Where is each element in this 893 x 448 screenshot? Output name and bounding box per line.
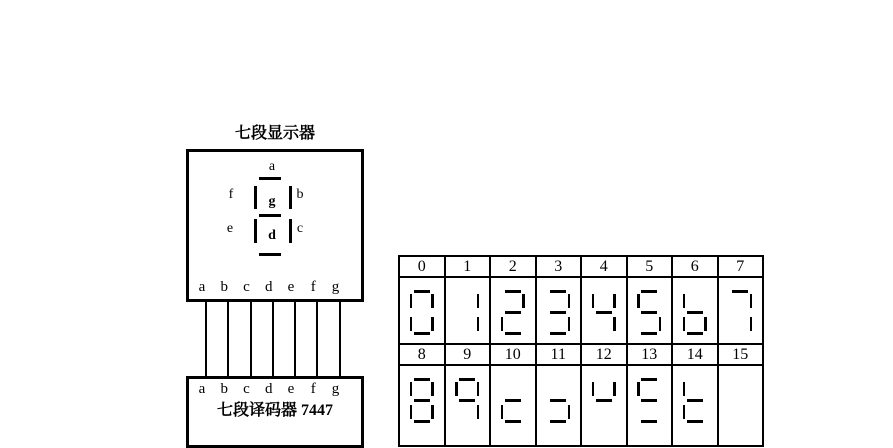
pattern-cell-6 xyxy=(673,278,717,343)
decoder-title: 七段译码器 7447 xyxy=(216,402,333,419)
segment-a xyxy=(414,290,430,293)
segment-d xyxy=(641,420,657,423)
pin-label-d: d xyxy=(265,279,273,295)
seven-segment-digit xyxy=(501,378,525,423)
table-header-cell-0: 0 xyxy=(400,257,444,276)
table-header-cell-10: 10 xyxy=(491,345,535,364)
pattern-cell-0 xyxy=(400,278,444,343)
segment-d xyxy=(550,332,566,335)
seven-segment-digit xyxy=(592,378,616,423)
wire xyxy=(227,302,229,376)
pin-label-g: g xyxy=(331,381,340,397)
pattern-cell-10 xyxy=(491,366,535,445)
segment-d xyxy=(505,332,521,335)
segment-label-b: b xyxy=(296,187,304,202)
pattern-table xyxy=(398,255,764,447)
pin-label-g: g xyxy=(331,279,340,295)
segment-d xyxy=(414,420,430,423)
decoder-pin-row xyxy=(189,380,361,400)
segment-f xyxy=(410,382,413,396)
seven-segment-digit xyxy=(637,290,661,335)
segment-diagram xyxy=(189,152,361,299)
segment-g xyxy=(596,399,612,402)
table-header-cell-9: 9 xyxy=(446,345,490,364)
pin-label-b: b xyxy=(220,381,228,397)
pattern-cell-13 xyxy=(628,366,672,445)
segment-label-e: e xyxy=(226,221,234,236)
seven-segment-digit xyxy=(683,378,707,423)
table-header-cell-11: 11 xyxy=(537,345,581,364)
segment-c xyxy=(431,405,434,419)
pin-label-c: c xyxy=(243,381,250,397)
segment-g xyxy=(687,399,703,402)
pin-label-c: c xyxy=(243,279,250,295)
segment-label-a: a xyxy=(268,159,276,174)
segment-e xyxy=(683,405,686,419)
segment-c xyxy=(568,317,571,331)
segment-d xyxy=(414,332,430,335)
seven-segment-digit xyxy=(501,290,525,335)
segment-label-c: c xyxy=(296,221,304,236)
pin-label-f: f xyxy=(310,381,316,397)
segment-c xyxy=(704,317,707,331)
segment-c xyxy=(431,317,434,331)
segment-f xyxy=(592,382,595,396)
pin-label-a: a xyxy=(198,279,206,295)
display-title: 七段显示器 xyxy=(234,125,315,142)
segment-d xyxy=(687,420,703,423)
display-pin-row xyxy=(189,278,361,298)
segment-d xyxy=(505,420,521,423)
segment-b xyxy=(568,294,571,308)
segment-b xyxy=(613,294,616,308)
segment-a-bar xyxy=(259,177,281,180)
segment-d xyxy=(550,420,566,423)
table-header-cell-12: 12 xyxy=(582,345,626,364)
table-header-cell-3: 3 xyxy=(537,257,581,276)
segment-e xyxy=(410,405,413,419)
pin-label-e: e xyxy=(287,279,295,295)
pattern-cell-9 xyxy=(446,366,490,445)
wire xyxy=(339,302,341,376)
pattern-cell-12 xyxy=(582,366,626,445)
wire xyxy=(316,302,318,376)
segment-f xyxy=(410,294,413,308)
segment-c xyxy=(477,405,480,419)
segment-g xyxy=(505,311,521,314)
segment-a xyxy=(641,290,657,293)
segment-e xyxy=(683,317,686,331)
segment-a xyxy=(641,378,657,381)
pin-label-e: e xyxy=(287,381,295,397)
segment-label-f: f xyxy=(228,187,234,202)
table-header-cell-15: 15 xyxy=(719,345,763,364)
segment-e-bar xyxy=(254,219,257,243)
segment-f xyxy=(592,294,595,308)
segment-b xyxy=(613,382,616,396)
segment-e xyxy=(410,317,413,331)
segment-g xyxy=(550,399,566,402)
segment-g xyxy=(414,399,430,402)
segment-a xyxy=(414,378,430,381)
pattern-cell-11 xyxy=(537,366,581,445)
pattern-cell-3 xyxy=(537,278,581,343)
decoder-box xyxy=(186,376,364,448)
pin-label-b: b xyxy=(220,279,228,295)
seven-segment-digit xyxy=(546,378,570,423)
pattern-cell-8 xyxy=(400,366,444,445)
seven-segment-digit xyxy=(592,290,616,335)
segment-f xyxy=(683,382,686,396)
segment-g-bar xyxy=(259,214,281,217)
table-header-cell-13: 13 xyxy=(628,345,672,364)
segment-c xyxy=(613,317,616,331)
segment-f xyxy=(455,382,458,396)
pin-label-d: d xyxy=(265,381,273,397)
segment-g xyxy=(641,399,657,402)
table-header-cell-1: 1 xyxy=(446,257,490,276)
segment-d-bar xyxy=(259,253,281,256)
table-header-cell-5: 5 xyxy=(628,257,672,276)
segment-b xyxy=(477,294,480,308)
table-header-cell-6: 6 xyxy=(673,257,717,276)
segment-e xyxy=(501,405,504,419)
segment-label-g: g xyxy=(268,194,276,209)
segment-c xyxy=(750,317,753,331)
seven-segment-digit xyxy=(410,290,434,335)
table-header-cell-14: 14 xyxy=(673,345,717,364)
segment-f xyxy=(683,294,686,308)
segment-f-bar xyxy=(254,186,257,209)
seven-segment-digit xyxy=(728,378,752,423)
seven-segment-digit xyxy=(546,290,570,335)
wire xyxy=(205,302,207,376)
pattern-cell-7 xyxy=(719,278,763,343)
wire xyxy=(250,302,252,376)
seven-segment-digit xyxy=(728,290,752,335)
segment-b xyxy=(477,382,480,396)
segment-f xyxy=(637,382,640,396)
segment-d xyxy=(641,332,657,335)
table-header-cell-4: 4 xyxy=(582,257,626,276)
seven-segment-digit xyxy=(455,378,479,423)
segment-g xyxy=(641,311,657,314)
segment-g xyxy=(550,311,566,314)
table-header-cell-7: 7 xyxy=(719,257,763,276)
segment-label-d: d xyxy=(268,228,276,243)
segment-c xyxy=(568,405,571,419)
segment-a xyxy=(732,290,748,293)
seven-segment-digit xyxy=(683,290,707,335)
segment-c xyxy=(659,317,662,331)
segment-c xyxy=(477,317,480,331)
seven-segment-digit xyxy=(410,378,434,423)
pin-label-f: f xyxy=(310,279,316,295)
seven-segment-display-box xyxy=(186,149,364,302)
segment-d xyxy=(687,332,703,335)
pattern-cell-5 xyxy=(628,278,672,343)
segment-a xyxy=(459,378,475,381)
seven-segment-digit xyxy=(455,290,479,335)
pattern-cell-15 xyxy=(719,366,763,445)
pattern-cell-14 xyxy=(673,366,717,445)
segment-a xyxy=(505,290,521,293)
seven-segment-digit xyxy=(637,378,661,423)
wire xyxy=(294,302,296,376)
pattern-cell-4 xyxy=(582,278,626,343)
segment-b xyxy=(522,294,525,308)
segment-g xyxy=(687,311,703,314)
table-header-cell-8: 8 xyxy=(400,345,444,364)
segment-b xyxy=(750,294,753,308)
pin-label-a: a xyxy=(198,381,206,397)
segment-g xyxy=(596,311,612,314)
segment-g xyxy=(505,399,521,402)
pattern-cell-2 xyxy=(491,278,535,343)
segment-g xyxy=(459,399,475,402)
segment-f xyxy=(637,294,640,308)
segment-e xyxy=(501,317,504,331)
pattern-cell-1 xyxy=(446,278,490,343)
wire xyxy=(272,302,274,376)
table-header-cell-2: 2 xyxy=(491,257,535,276)
segment-b xyxy=(431,294,434,308)
segment-b xyxy=(431,382,434,396)
segment-a xyxy=(550,290,566,293)
